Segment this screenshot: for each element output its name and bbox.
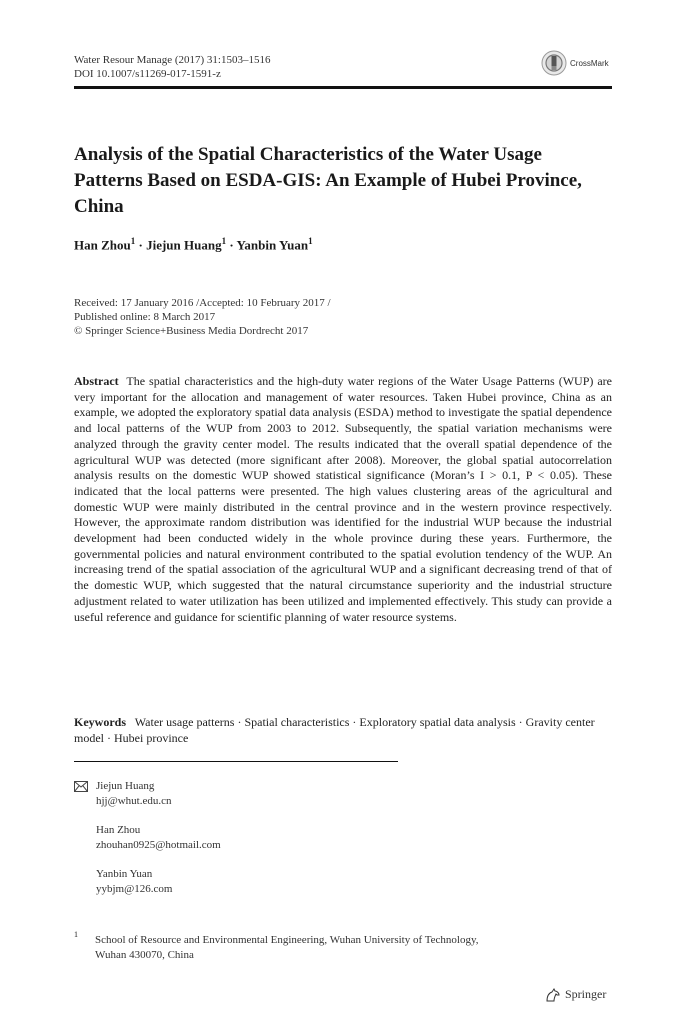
abstract bbox=[74, 374, 612, 625]
received-accepted: Received: 17 January 2016 /Accepted: 10 February 2017 / bbox=[74, 297, 331, 309]
author-affiliation-marker: 1 bbox=[221, 236, 227, 246]
author-name[interactable]: Yanbin Yuan bbox=[236, 237, 309, 253]
published-online: Published online: 8 March 2017 bbox=[74, 311, 216, 323]
contact-entry bbox=[96, 779, 396, 809]
journal-header bbox=[74, 53, 270, 81]
keywords-label: Keywords bbox=[74, 715, 126, 729]
affiliation-line: School of Resource and Environmental Engineering, Wuhan University of Technology, bbox=[95, 934, 479, 946]
author-name[interactable]: Jiejun Huang bbox=[146, 237, 222, 253]
keywords bbox=[74, 714, 612, 746]
crossmark-icon bbox=[541, 50, 567, 76]
footnote-rule bbox=[74, 761, 398, 762]
contact-email[interactable]: yybjm@126.com bbox=[96, 883, 173, 895]
contact-name: Han Zhou bbox=[96, 824, 141, 836]
author-affiliation-marker: 1 bbox=[130, 236, 136, 246]
contact-entry bbox=[96, 823, 396, 853]
copyright-icon: © bbox=[74, 325, 83, 337]
affiliation bbox=[95, 933, 615, 963]
envelope-icon bbox=[74, 781, 88, 792]
abstract-label: Abstract bbox=[74, 374, 119, 388]
affiliation-number: 1 bbox=[74, 930, 78, 939]
copyright bbox=[74, 324, 331, 338]
doi[interactable]: DOI 10.1007/s11269-017-1591-z bbox=[74, 68, 221, 80]
author-name[interactable]: Han Zhou bbox=[74, 237, 131, 253]
publisher-name: Springer bbox=[565, 987, 607, 1001]
author-affiliation-marker: 1 bbox=[308, 236, 313, 246]
contact-name: Yanbin Yuan bbox=[96, 868, 153, 880]
paper-title: Analysis of the Spatial Characteristics of the Water Usage Patterns Based on ESDA-GIS: An Example of Hubei Province, China bbox=[74, 144, 582, 217]
contact-email[interactable]: hjj@whut.edu.cn bbox=[96, 795, 172, 807]
crossmark-badge[interactable] bbox=[541, 50, 609, 76]
journal-citation: Water Resour Manage (2017) 31:1503–1516 bbox=[74, 54, 271, 66]
keywords-text: Water usage patterns · Spatial characteristics · Exploratory spatial data analysis · Gravity center model · Hubei province bbox=[74, 715, 595, 745]
author-separator: · bbox=[229, 237, 234, 253]
contact-email[interactable]: zhouhan0925@hotmail.com bbox=[96, 839, 221, 851]
author-separator: · bbox=[138, 237, 143, 253]
header-rule bbox=[74, 86, 612, 89]
author-list bbox=[74, 236, 313, 253]
abstract-text: The spatial characteristics and the high-duty water regions of the Water Usage Patterns (WUP) are very important for the allocation and management of water resources. Taken Hubei province, China as an example, we adopted the exploratory spatial data analysis (ESDA) method to investigate the spatial dependence and local patterns of the WUP from 2003 to 2012. Subsequently, the spatial variation mechanisms were analyzed through the gravity center model. The results indicated that the overall spatial dependence of the agricultural WUP was detected (more significant after 2008). Moreover, the global spatial autocorrelation analysis results on the domestic WUP showed statistical significance (Moran’s I > 0.1, P < 0.05). These indicated that the local patterns were presented. The high values clustering areas of the agricultural and domestic WUP were mainly distributed in the central province and in the western province respectively. However, the approximate random distribution was identified for the industrial WUP because the industrial development had been conducted widely in the whole province during these years. Furthermore, the governmental policies and natural environment contributed to the spatial evolution tendency of the WUP. An increasing trend of the spatial association of the agricultural WUP and a significant decreasing trend of that of the domestic WUP, which suggested that the natural circumstance superiority and the industrial structure adjustment related to water utilization has been utilized and implemented effectively. This study can provide a useful reference and guidance for scientific planning of water resource systems. bbox=[74, 374, 612, 624]
affiliation-line: Wuhan 430070, China bbox=[95, 949, 194, 961]
contact-entry bbox=[96, 867, 396, 897]
copyright-text: Springer Science+Business Media Dordrecht 2017 bbox=[85, 325, 309, 337]
publication-dates bbox=[74, 296, 331, 338]
crossmark-label: CrossMark bbox=[570, 58, 609, 68]
springer-horse-icon bbox=[545, 988, 561, 1002]
contact-block bbox=[74, 779, 414, 909]
contact-name: Jiejun Huang bbox=[96, 780, 155, 792]
publisher-logo bbox=[545, 987, 606, 1002]
